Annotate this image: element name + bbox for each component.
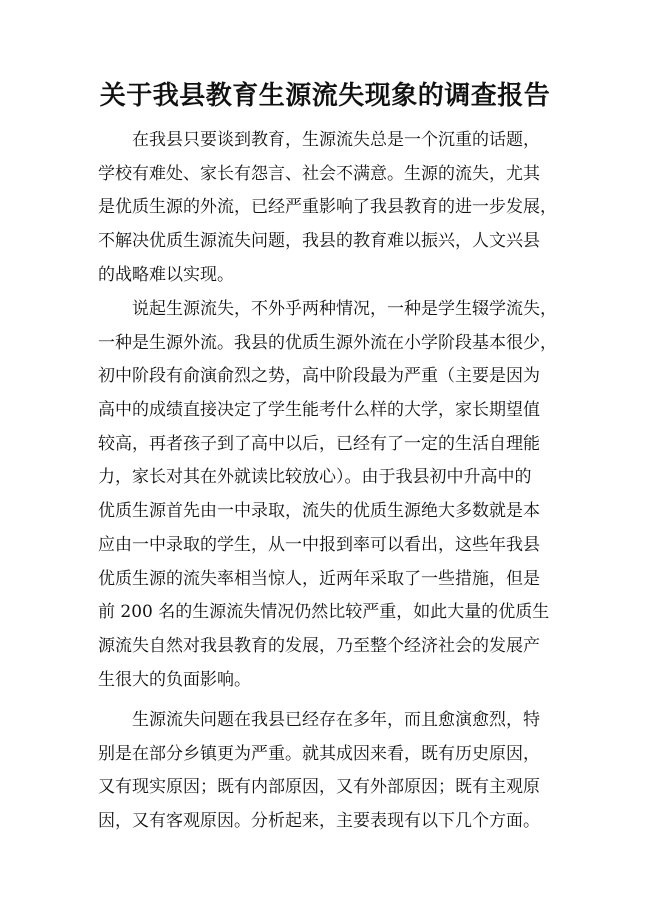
paragraph-line: 又有现实原因；既有内部原因，又有外部原因；既有主观原 [98,777,540,798]
paragraph-line: 高中的成绩直接决定了学生能考什么样的大学，家长期望值 [98,400,540,421]
paragraph-line: 优质生源首先由一中录取，流失的优质生源绝大多数就是本 [98,501,540,522]
paragraph-line: 较高，再者孩子到了高中以后，已经有了一定的生活自理能 [98,433,540,454]
document-title: 关于我县教育生源流失现象的调查报告 [99,81,551,111]
paragraph-line: 在我县只要谈到教育，生源流失总是一个沉重的话题， [132,130,540,150]
paragraph-line: 优质生源的流失率相当惊人，近两年采取了一些措施，但是 [98,568,540,589]
paragraph-line: 前 200 名的生源流失情况仍然比较严重，如此大量的优质生 [98,602,550,623]
paragraph-3 [98,704,568,839]
paragraph-1 [98,124,568,292]
paragraph-2 [98,293,568,697]
paragraph-line: 学校有难处、家长有怨言、社会不满意。生源的流失，尤其 [98,163,540,184]
paragraph-line: 生很大的负面影响。 [98,669,251,690]
paragraph-line: 的战略难以实现。 [98,264,234,285]
paragraph-line: 力，家长对其在外就读比较放心）。由于我县初中升高中的 [98,467,532,488]
paragraph-line: 因，又有客观原因。分析起来，主要表现有以下几个方面。 [98,811,540,832]
paragraph-line: 是优质生源的外流，已经严重影响了我县教育的进一步发展， [98,197,557,218]
paragraph-line: 初中阶段有俞演俞烈之势，高中阶段最为严重（主要是因为 [98,366,540,387]
paragraph-line: 生源流失问题在我县已经存在多年，而且愈演愈烈，特 [132,710,540,730]
paragraph-line: 说起生源流失，不外乎两种情况，一种是学生辍学流失， [132,299,557,319]
paragraph-line: 源流失自然对我县教育的发展，乃至整个经济社会的发展产 [98,635,540,656]
paragraph-line: 不解决优质生源流失问题，我县的教育难以振兴，人文兴县 [98,231,540,252]
paragraph-line: 一种是生源外流。我县的优质生源外流在小学阶段基本很少， [98,332,557,353]
paragraph-line: 应由一中录取的学生，从一中报到率可以看出，这些年我县 [98,534,540,555]
paragraph-line: 别是在部分乡镇更为严重。就其成因来看，既有历史原因， [98,743,540,764]
